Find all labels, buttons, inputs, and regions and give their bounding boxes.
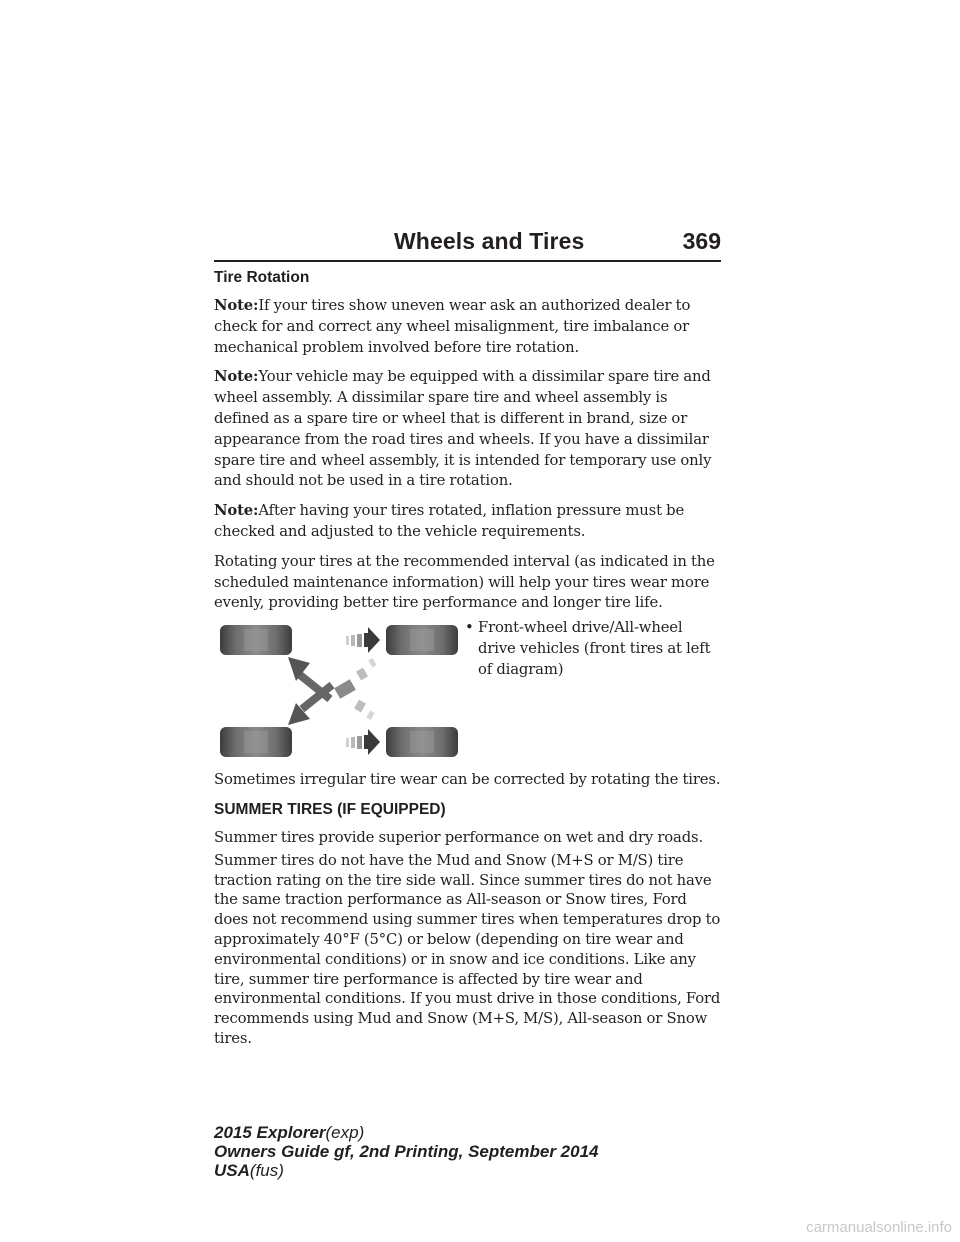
summer-tires-heading: SUMMER TIRES (IF EQUIPPED) <box>214 800 446 818</box>
section-title: Wheels and Tires <box>394 228 585 254</box>
note-label: Note: <box>214 297 259 314</box>
note-dissimilar-spare <box>214 367 722 492</box>
tire-rear-left <box>386 625 458 655</box>
tire-front-right <box>220 727 292 757</box>
page-number: 369 <box>682 228 721 254</box>
footer-market: USA <box>214 1161 250 1180</box>
arrow-front-left-to-rear-left <box>346 627 380 653</box>
note-label: Note: <box>214 502 259 520</box>
note-misalignment <box>214 296 722 358</box>
footer-model-code: (exp) <box>325 1123 365 1142</box>
tire-front-left <box>220 625 292 655</box>
rotation-intro: Rotating your tires at the recommended interval (as indicated in the scheduled maintenance information) will help your tires wear more evenly, providing better tire performance and longer tire life. <box>214 552 715 612</box>
arrow-rear-left-to-front-right <box>288 685 332 725</box>
irregular-wear-text: Sometimes irregular tire wear can be corrected by rotating the tires. <box>214 771 721 789</box>
footer-line-1 <box>214 1123 774 1142</box>
note-inflation <box>214 501 722 543</box>
note-label: Note: <box>214 368 259 386</box>
bullet-icon: • <box>465 619 474 637</box>
list-item <box>464 618 722 680</box>
document-footer <box>214 1123 774 1180</box>
note-text: If your tires show uneven wear ask an authorized dealer to check for and correct any wheel misalignment, tire imbalance or mechanical problem involved before tire rotation. <box>214 297 691 356</box>
drive-type-list <box>464 618 722 680</box>
tire-rear-right <box>386 727 458 757</box>
summer-tires-para-2: Summer tires do not have the Mud and Snow (M+S or M/S) tire traction rating on the tire side wall. Since summer tires do not have the same traction performance as All-season or Snow tires, Ford does not recommend using summer tires when temperatures drop to approximately 40°F (5°C) or below (depending on tire wear and environmental conditions) or in snow and ice conditions. Like any tire, summer tire performance is affected by tire wear and environmental conditions. If you must drive in those conditions, Ford recommends using Mud and Snow (M+S, M/S), All-season or Snow tires. <box>214 851 721 1047</box>
note-text: Your vehicle may be equipped with a dissimilar spare tire and wheel assembly. A dissimilar spare tire and wheel assembly is defined as a spare tire or wheel that is different in brand, size or appearance from the road tires and wheels. If you have a dissimilar spare tire and wheel assembly, it is intended for temporary use only and should not be used in a tire rotation. <box>214 368 712 490</box>
bullet-text: Front-wheel drive/All-wheel drive vehicles (front tires at left of diagram) <box>478 619 711 678</box>
footer-line-3 <box>214 1161 774 1180</box>
watermark: carmanualsonline.info <box>806 1219 952 1236</box>
note-text: After having your tires rotated, inflation pressure must be checked and adjusted to the vehicle requirements. <box>214 502 685 540</box>
diagonal-dash-tails <box>334 658 376 720</box>
footer-model: 2015 Explorer <box>214 1123 326 1142</box>
footer-line-2: Owners Guide gf, 2nd Printing, September 2014 <box>214 1142 599 1161</box>
page-header <box>214 228 721 262</box>
tire-rotation-heading: Tire Rotation <box>214 269 310 286</box>
rotation-diagram-row <box>214 619 722 770</box>
footer-market-code: (fus) <box>249 1161 284 1180</box>
summer-tires-para-1: Summer tires provide superior performance on wet and dry roads. <box>214 828 704 846</box>
tire-rotation-diagram <box>214 623 464 763</box>
arrow-front-right-to-rear-right <box>346 729 380 755</box>
page-content <box>214 268 722 1058</box>
